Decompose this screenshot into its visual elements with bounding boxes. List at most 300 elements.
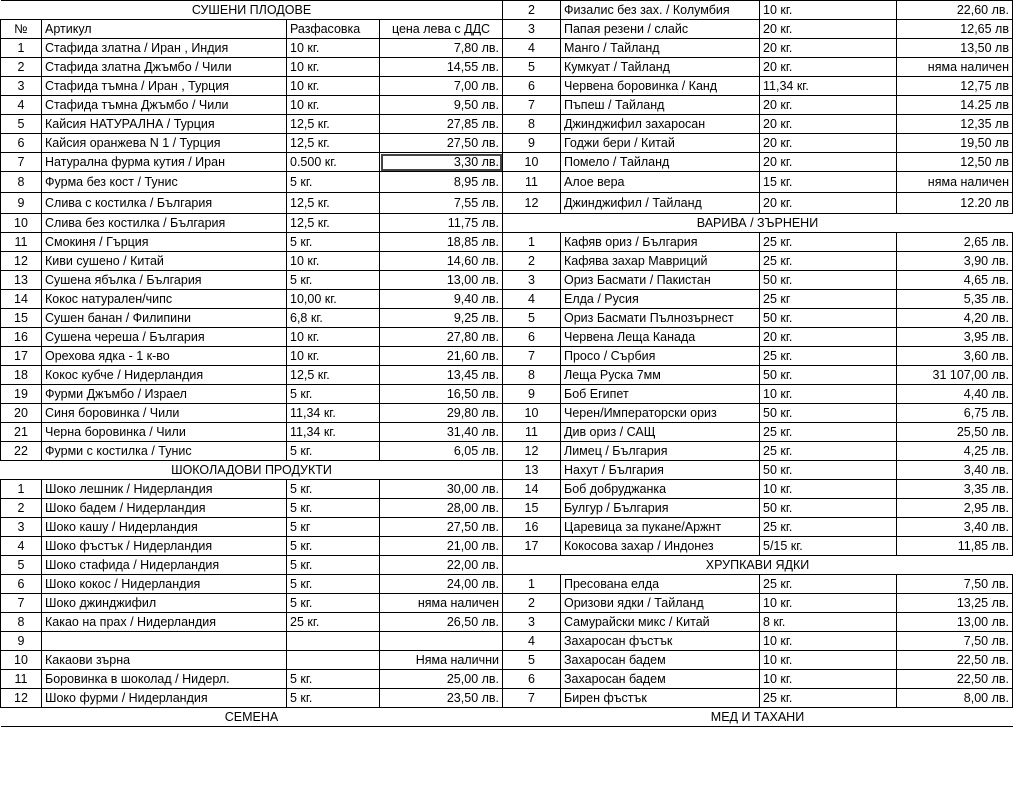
item-price-cell[interactable]: 11,75 лв. [380,214,503,233]
item-price-cell[interactable]: 28,00 лв. [380,499,503,518]
item-pack-cell[interactable]: 12,5 кг. [287,115,380,134]
item-price-cell[interactable]: няма наличен [380,594,503,613]
table-row [503,77,1013,96]
item-pack-cell[interactable]: 20 кг. [760,20,897,39]
item-price-cell[interactable]: 8,95 лв. [380,172,503,193]
item-pack-cell[interactable]: 25 кг. [760,347,897,366]
item-name-cell[interactable]: Синя боровинка / Чили [42,404,287,423]
item-pack-cell[interactable]: 25 кг. [287,613,380,632]
item-number-cell[interactable]: 7 [503,347,561,366]
item-price-cell[interactable]: 21,60 лв. [380,347,503,366]
item-price-cell[interactable]: 7,00 лв. [380,77,503,96]
item-pack-cell[interactable]: 25 кг. [760,442,897,461]
item-pack-cell[interactable]: 20 кг. [760,193,897,214]
item-pack-cell[interactable]: 12,5 кг. [287,366,380,385]
item-price-cell[interactable]: 24,00 лв. [380,575,503,594]
item-name-cell[interactable]: Бирен фъстък [561,689,760,708]
item-pack-cell[interactable]: 50 кг. [760,271,897,290]
item-pack-cell[interactable]: 10 кг. [760,670,897,689]
item-price-cell[interactable]: 27,85 лв. [380,115,503,134]
item-price-cell[interactable]: 14,55 лв. [380,58,503,77]
item-price-cell[interactable]: 27,80 лв. [380,328,503,347]
item-name-cell[interactable]: Кумкуат / Тайланд [561,58,760,77]
item-number-cell[interactable]: 11 [503,423,561,442]
item-name-cell[interactable]: Царевица за пукане/Аржнт [561,518,760,537]
item-pack-cell[interactable]: 5 кг. [287,442,380,461]
item-number-cell[interactable]: 22 [1,442,42,461]
item-price-cell[interactable]: 12,35 лв [897,115,1013,134]
item-name-cell[interactable]: Кафяв ориз / България [561,233,760,252]
item-price-cell[interactable]: 23,50 лв. [380,689,503,708]
item-name-cell[interactable]: Кокос кубче / Нидерландия [42,366,287,385]
item-number-cell[interactable]: 4 [503,39,561,58]
item-pack-cell[interactable]: 20 кг. [760,39,897,58]
item-name-cell[interactable]: Алое вера [561,172,760,193]
item-name-cell[interactable]: Захаросан фъстък [561,632,760,651]
item-name-cell[interactable]: Кокос натурален/чипс [42,290,287,309]
item-name-cell[interactable]: Сушен банан / Филипини [42,309,287,328]
item-price-cell[interactable]: 3,90 лв. [897,252,1013,271]
item-number-cell[interactable]: 20 [1,404,42,423]
item-price-cell[interactable]: 9,50 лв. [380,96,503,115]
item-name-cell[interactable]: Булгур / България [561,499,760,518]
item-name-cell[interactable]: Стафида тъмна / Иран , Турция [42,77,287,96]
table-row [503,499,1013,518]
item-pack-cell[interactable]: 10 кг. [287,347,380,366]
item-pack-cell[interactable]: 5 кг. [287,594,380,613]
item-pack-cell[interactable]: 20 кг. [760,134,897,153]
item-number-cell[interactable]: 8 [1,172,42,193]
item-name-cell[interactable]: Лимец / България [561,442,760,461]
table-row [503,537,1013,556]
item-pack-cell[interactable]: 10 кг. [287,96,380,115]
item-price-cell[interactable]: 4,40 лв. [897,385,1013,404]
item-name-cell[interactable]: Леща Руска 7мм [561,366,760,385]
item-price-cell[interactable]: 6,05 лв. [380,442,503,461]
item-pack-cell[interactable] [287,651,380,670]
item-name-cell[interactable]: Черен/Императорски ориз [561,404,760,423]
item-name-cell[interactable]: Шоко лешник / Нидерландия [42,480,287,499]
item-name-cell[interactable]: Червена Леща Канада [561,328,760,347]
table-row [1,271,503,290]
item-number-cell[interactable]: 10 [1,214,42,233]
item-price-cell[interactable]: 9,40 лв. [380,290,503,309]
item-price-cell[interactable]: 7,55 лв. [380,193,503,214]
item-pack-cell[interactable]: 25 кг. [760,233,897,252]
item-pack-cell[interactable]: 12,5 кг. [287,134,380,153]
item-name-cell[interactable]: Пъпеш / Тайланд [561,96,760,115]
item-number-cell[interactable]: 2 [503,1,561,20]
item-price-cell[interactable]: 12,75 лв [897,77,1013,96]
item-name-cell[interactable]: Боб Египет [561,385,760,404]
item-number-cell[interactable]: 3 [1,77,42,96]
item-price-cell[interactable]: 22,60 лв. [897,1,1013,20]
item-number-cell[interactable]: 12 [1,252,42,271]
item-name-cell[interactable]: Стафида златна / Иран , Индия [42,39,287,58]
item-name-cell[interactable]: Натурална фурма кутия / Иран [42,153,287,172]
item-price-cell[interactable]: 12,65 лв [897,20,1013,39]
item-pack-cell[interactable]: 25 кг. [760,423,897,442]
item-pack-cell[interactable]: 50 кг. [760,499,897,518]
item-name-cell[interactable]: Ориз Басмати Пълнозърнест [561,309,760,328]
table-row [1,632,503,651]
item-pack-cell[interactable]: 11,34 кг. [760,77,897,96]
item-number-cell[interactable]: 16 [503,518,561,537]
item-price-cell[interactable]: 2,65 лв. [897,233,1013,252]
header-pack[interactable]: Разфасовка [287,20,380,39]
item-pack-cell[interactable]: 6,8 кг. [287,309,380,328]
item-pack-cell[interactable]: 10,00 кг. [287,290,380,309]
header-num[interactable]: № [1,20,42,39]
item-number-cell[interactable]: 5 [503,58,561,77]
item-price-cell[interactable]: 29,80 лв. [380,404,503,423]
item-price-cell[interactable]: 13,25 лв. [897,594,1013,613]
item-number-cell[interactable]: 12 [503,442,561,461]
item-name-cell[interactable]: Смокиня / Гърция [42,233,287,252]
item-name-cell[interactable]: Черна боровинка / Чили [42,423,287,442]
item-number-cell[interactable]: 2 [1,499,42,518]
item-name-cell[interactable]: Папая резени / слайс [561,20,760,39]
item-price-cell[interactable]: 3,40 лв. [897,461,1013,480]
item-pack-cell[interactable]: 10 кг. [760,480,897,499]
item-pack-cell[interactable]: 5 кг. [287,556,380,575]
item-price-cell[interactable]: 14.25 лв [897,96,1013,115]
item-pack-cell[interactable]: 0.500 кг. [287,153,380,172]
item-name-cell[interactable]: Боб добруджанка [561,480,760,499]
item-name-cell[interactable]: Шоко бадем / Нидерландия [42,499,287,518]
item-price-cell[interactable]: 4,20 лв. [897,309,1013,328]
item-pack-cell[interactable]: 10 кг. [760,632,897,651]
item-number-cell[interactable]: 10 [503,404,561,423]
item-pack-cell[interactable]: 8 кг. [760,613,897,632]
item-number-cell[interactable]: 5 [503,309,561,328]
item-price-cell[interactable]: 22,50 лв. [897,651,1013,670]
section-title: СУШЕНИ ПЛОДОВЕ [1,1,503,20]
item-name-cell[interactable] [42,632,287,651]
item-number-cell[interactable]: 11 [1,233,42,252]
item-name-cell[interactable]: Шоко фъстък / Нидерландия [42,537,287,556]
item-price-cell[interactable]: 8,00 лв. [897,689,1013,708]
item-price-cell[interactable]: 6,75 лв. [897,404,1013,423]
item-price-cell[interactable]: 12.20 лв [897,193,1013,214]
item-number-cell[interactable]: 8 [503,115,561,134]
item-price-cell[interactable]: 13,50 лв [897,39,1013,58]
item-name-cell[interactable]: Какаови зърна [42,651,287,670]
item-pack-cell[interactable]: 5 кг. [287,537,380,556]
item-price-cell[interactable]: 19,50 лв [897,134,1013,153]
item-price-cell[interactable]: 9,25 лв. [380,309,503,328]
item-price-cell[interactable]: 21,00 лв. [380,537,503,556]
table-row [503,575,1013,594]
item-number-cell[interactable]: 9 [503,134,561,153]
section-title: СЕМЕНА [1,708,503,727]
item-number-cell[interactable]: 21 [1,423,42,442]
item-number-cell[interactable]: 5 [1,115,42,134]
item-number-cell[interactable]: 4 [503,632,561,651]
item-name-cell[interactable]: Просо / Сърбия [561,347,760,366]
table-row [503,134,1013,153]
item-name-cell[interactable]: Сушена ябълка / България [42,271,287,290]
item-pack-cell[interactable]: 11,34 кг. [287,423,380,442]
item-number-cell[interactable]: 6 [503,670,561,689]
item-number-cell[interactable]: 18 [1,366,42,385]
item-name-cell[interactable]: Джинджифил захаросан [561,115,760,134]
item-number-cell[interactable]: 7 [1,594,42,613]
item-pack-cell[interactable] [287,632,380,651]
item-price-cell[interactable]: 22,50 лв. [897,670,1013,689]
item-number-cell[interactable]: 4 [1,537,42,556]
item-price-cell[interactable]: 3,35 лв. [897,480,1013,499]
item-number-cell[interactable]: 15 [1,309,42,328]
item-pack-cell[interactable]: 25 кг. [760,689,897,708]
item-name-cell[interactable]: Елда / Русия [561,290,760,309]
item-number-cell[interactable]: 1 [1,480,42,499]
item-number-cell[interactable]: 2 [503,594,561,613]
table-row [503,689,1013,708]
item-number-cell[interactable]: 15 [503,499,561,518]
item-pack-cell[interactable]: 10 кг. [287,39,380,58]
item-number-cell[interactable]: 9 [503,385,561,404]
item-name-cell[interactable]: Слива без костилка / България [42,214,287,233]
item-pack-cell[interactable]: 5 кг. [287,670,380,689]
item-pack-cell[interactable]: 12,5 кг. [287,214,380,233]
item-name-cell[interactable]: Кафява захар Мавриций [561,252,760,271]
item-name-cell[interactable]: Манго / Тайланд [561,39,760,58]
item-name-cell[interactable]: Нахут / България [561,461,760,480]
item-number-cell[interactable]: 4 [503,290,561,309]
item-price-cell[interactable]: 7,80 лв. [380,39,503,58]
item-name-cell[interactable]: Какао на прах / Нидерландия [42,613,287,632]
item-price-cell[interactable]: 4,25 лв. [897,442,1013,461]
item-price-cell[interactable]: 27,50 лв. [380,134,503,153]
item-name-cell[interactable]: Стафида тъмна Джъмбо / Чили [42,96,287,115]
table-row [503,96,1013,115]
item-name-cell[interactable]: Помело / Тайланд [561,153,760,172]
item-number-cell[interactable]: 8 [1,613,42,632]
item-pack-cell[interactable]: 50 кг. [760,461,897,480]
item-price-cell[interactable]: няма наличен [897,172,1013,193]
item-price-cell[interactable]: 16,50 лв. [380,385,503,404]
item-number-cell[interactable]: 2 [503,252,561,271]
item-price-cell[interactable]: 4,65 лв. [897,271,1013,290]
item-name-cell[interactable]: Ориз Басмати / Пакистан [561,271,760,290]
item-pack-cell[interactable]: 5 кг. [287,385,380,404]
item-name-cell[interactable]: Шоко стафида / Нидерландия [42,556,287,575]
item-pack-cell[interactable]: 10 кг. [760,651,897,670]
item-name-cell[interactable]: Шоко джинджифил [42,594,287,613]
item-name-cell[interactable]: Фурми Джъмбо / Израел [42,385,287,404]
item-price-cell[interactable]: 25,00 лв. [380,670,503,689]
item-number-cell[interactable]: 16 [1,328,42,347]
item-price-cell[interactable]: 3,60 лв. [897,347,1013,366]
item-name-cell[interactable]: Захаросан бадем [561,670,760,689]
item-price-cell[interactable]: 30,00 лв. [380,480,503,499]
item-name-cell[interactable]: Киви сушено / Китай [42,252,287,271]
item-pack-cell[interactable]: 20 кг. [760,115,897,134]
item-pack-cell[interactable]: 25 кг. [760,518,897,537]
item-number-cell[interactable]: 13 [503,461,561,480]
item-price-cell[interactable]: 25,50 лв. [897,423,1013,442]
item-pack-cell[interactable]: 10 кг. [287,58,380,77]
item-name-cell[interactable]: Оризови ядки / Тайланд [561,594,760,613]
table-row [1,134,503,153]
item-name-cell[interactable]: Самурайски микс / Китай [561,613,760,632]
item-number-cell[interactable]: 8 [503,366,561,385]
item-number-cell[interactable]: 7 [1,153,42,172]
item-pack-cell[interactable]: 5 кг. [287,172,380,193]
item-number-cell[interactable]: 7 [503,689,561,708]
item-pack-cell[interactable]: 10 кг. [287,328,380,347]
item-price-cell[interactable] [380,632,503,651]
header-price[interactable]: цена лева с ДДС [380,20,503,39]
item-name-cell[interactable]: Орехова ядка - 1 к-во [42,347,287,366]
item-number-cell[interactable]: 6 [1,134,42,153]
item-number-cell[interactable]: 17 [503,537,561,556]
table-row [503,271,1013,290]
item-number-cell[interactable]: 1 [503,575,561,594]
item-pack-cell[interactable]: 10 кг. [760,1,897,20]
item-number-cell[interactable]: 14 [503,480,561,499]
item-number-cell[interactable]: 14 [1,290,42,309]
item-price-cell[interactable]: 3,40 лв. [897,518,1013,537]
item-price-cell[interactable]: 7,50 лв. [897,575,1013,594]
item-price-cell[interactable]: 26,50 лв. [380,613,503,632]
item-pack-cell[interactable]: 50 кг. [760,366,897,385]
item-number-cell[interactable]: 10 [1,651,42,670]
item-name-cell[interactable]: Шоко кокос / Нидерландия [42,575,287,594]
item-price-cell[interactable]: 13,00 лв. [380,271,503,290]
item-number-cell[interactable]: 9 [1,193,42,214]
item-price-cell[interactable]: 5,35 лв. [897,290,1013,309]
item-price-cell[interactable]: 13,45 лв. [380,366,503,385]
item-price-cell[interactable]: няма наличен [897,58,1013,77]
item-name-cell[interactable]: Боровинка в шоколад / Нидерл. [42,670,287,689]
item-number-cell[interactable]: 11 [503,172,561,193]
item-pack-cell[interactable]: 5 кг. [287,233,380,252]
item-number-cell[interactable]: 7 [503,96,561,115]
item-price-cell[interactable]: 2,95 лв. [897,499,1013,518]
item-pack-cell[interactable]: 5 кг. [287,499,380,518]
item-pack-cell[interactable]: 5 кг. [287,689,380,708]
table-row [1,423,503,442]
item-price-cell[interactable]: 11,85 лв. [897,537,1013,556]
item-number-cell[interactable]: 3 [503,271,561,290]
item-number-cell[interactable]: 3 [503,613,561,632]
item-pack-cell[interactable]: 50 кг. [760,309,897,328]
table-row [1,252,503,271]
item-pack-cell[interactable]: 20 кг. [760,328,897,347]
item-price-cell[interactable]: Няма налични [380,651,503,670]
item-price-cell[interactable]: 7,50 лв. [897,632,1013,651]
item-pack-cell[interactable]: 5 кг. [287,575,380,594]
item-number-cell[interactable]: 6 [1,575,42,594]
item-price-cell[interactable]: 3,30 лв. [380,153,503,172]
item-number-cell[interactable]: 1 [1,39,42,58]
table-row [503,290,1013,309]
item-price-cell[interactable]: 27,50 лв. [380,518,503,537]
table-row [1,689,503,708]
item-pack-cell[interactable]: 10 кг. [287,252,380,271]
item-price-cell[interactable]: 12,50 лв [897,153,1013,172]
item-pack-cell[interactable]: 15 кг. [760,172,897,193]
item-pack-cell[interactable]: 25 кг. [760,252,897,271]
header-article[interactable]: Артикул [42,20,287,39]
item-number-cell[interactable]: 17 [1,347,42,366]
item-name-cell[interactable]: Сушена череша / България [42,328,287,347]
table-row [1,172,503,193]
item-name-cell[interactable]: Фурми с костилка / Тунис [42,442,287,461]
item-name-cell[interactable]: Кокосова захар / Индонез [561,537,760,556]
item-pack-cell[interactable]: 5 кг [287,518,380,537]
item-number-cell[interactable]: 19 [1,385,42,404]
item-price-cell[interactable]: 13,00 лв. [897,613,1013,632]
item-name-cell[interactable]: Годжи бери / Китай [561,134,760,153]
item-number-cell[interactable]: 13 [1,271,42,290]
item-price-cell[interactable]: 3,95 лв. [897,328,1013,347]
item-number-cell[interactable]: 11 [1,670,42,689]
item-number-cell[interactable]: 12 [1,689,42,708]
item-pack-cell[interactable]: 25 кг. [760,575,897,594]
item-name-cell[interactable]: Кайсия НАТУРАЛНА / Турция [42,115,287,134]
item-name-cell[interactable]: Червена боровинка / Канд [561,77,760,96]
item-price-cell[interactable]: 18,85 лв. [380,233,503,252]
item-price-cell[interactable]: 31 107,00 лв. [897,366,1013,385]
item-name-cell[interactable]: Захаросан бадем [561,651,760,670]
item-number-cell[interactable]: 10 [503,153,561,172]
item-number-cell[interactable]: 1 [503,233,561,252]
item-number-cell[interactable]: 6 [503,77,561,96]
item-name-cell[interactable]: Стафида златна Джъмбо / Чили [42,58,287,77]
item-number-cell[interactable]: 2 [1,58,42,77]
item-pack-cell[interactable]: 20 кг. [760,58,897,77]
item-name-cell[interactable]: Слива с костилка / България [42,193,287,214]
table-row [503,442,1013,461]
item-number-cell[interactable]: 4 [1,96,42,115]
item-price-cell[interactable]: 31,40 лв. [380,423,503,442]
item-pack-cell[interactable]: 5 кг. [287,480,380,499]
item-pack-cell[interactable]: 25 кг [760,290,897,309]
item-number-cell[interactable]: 12 [503,193,561,214]
item-pack-cell[interactable]: 50 кг. [760,404,897,423]
item-name-cell[interactable]: Шоко фурми / Нидерландия [42,689,287,708]
item-name-cell[interactable]: Див ориз / САЩ [561,423,760,442]
item-pack-cell[interactable]: 5 кг. [287,271,380,290]
item-name-cell[interactable]: Кайсия оранжева N 1 / Турция [42,134,287,153]
item-pack-cell[interactable]: 10 кг. [760,594,897,613]
item-price-cell[interactable]: 14,60 лв. [380,252,503,271]
item-pack-cell[interactable]: 11,34 кг. [287,404,380,423]
item-number-cell[interactable]: 3 [1,518,42,537]
item-name-cell[interactable]: Шоко кашу / Нидерландия [42,518,287,537]
item-number-cell[interactable]: 3 [503,20,561,39]
item-name-cell[interactable]: Джинджифил / Тайланд [561,193,760,214]
item-number-cell[interactable]: 9 [1,632,42,651]
item-pack-cell[interactable]: 20 кг. [760,96,897,115]
item-pack-cell[interactable]: 10 кг. [287,77,380,96]
table-row [503,39,1013,58]
item-pack-cell[interactable]: 5/15 кг. [760,537,897,556]
item-name-cell[interactable]: Фурма без кост / Тунис [42,172,287,193]
item-pack-cell[interactable]: 10 кг. [760,385,897,404]
item-number-cell[interactable]: 5 [503,651,561,670]
item-name-cell[interactable]: Физалис без зах. / Колумбия [561,1,760,20]
item-pack-cell[interactable]: 12,5 кг. [287,193,380,214]
item-number-cell[interactable]: 6 [503,328,561,347]
item-number-cell[interactable]: 5 [1,556,42,575]
item-price-cell[interactable]: 22,00 лв. [380,556,503,575]
item-pack-cell[interactable]: 20 кг. [760,153,897,172]
item-name-cell[interactable]: Пресована елда [561,575,760,594]
